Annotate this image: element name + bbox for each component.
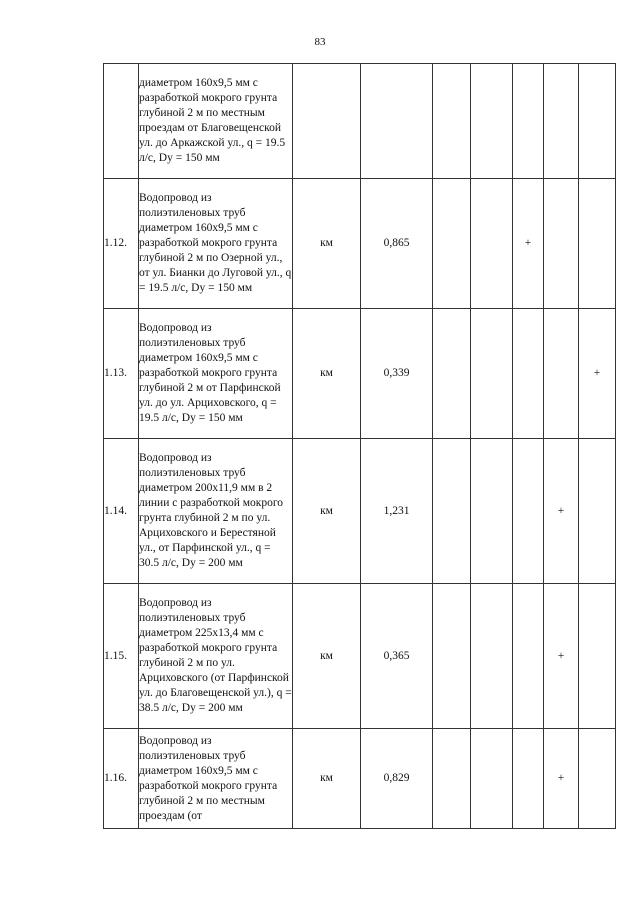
plus-mark: + [557, 772, 565, 784]
row-number [104, 64, 139, 179]
row-mark-cell [579, 64, 616, 179]
row-description: Водопровод из полиэтиленовых труб диаметром 200х11,9 мм в 2 линии с разработкой мокрого грунта глубиной 2 м по ул. Арциховского и Берестяной ул., от Парфинской ул., q = 30.5 л/с, Dy = 200 мм [139, 439, 293, 584]
row-number: 1.16. [104, 729, 139, 829]
row-mark-cell [433, 309, 471, 439]
table-row [104, 584, 616, 729]
row-quantity [361, 64, 433, 179]
table-row [104, 729, 616, 829]
row-unit: км [293, 439, 361, 584]
row-quantity: 0,339 [361, 309, 433, 439]
row-quantity: 0,365 [361, 584, 433, 729]
row-mark-cell [513, 584, 544, 729]
row-unit: км [293, 729, 361, 829]
row-quantity: 0,865 [361, 179, 433, 309]
row-mark-cell [471, 64, 513, 179]
row-mark-cell [579, 179, 616, 309]
plus-mark: + [557, 649, 565, 662]
row-mark-cell [433, 439, 471, 584]
table-body [104, 64, 616, 829]
row-mark-cell [544, 64, 579, 179]
row-mark-cell [471, 729, 513, 829]
row-mark-cell [544, 179, 579, 309]
row-mark-cell [513, 439, 544, 584]
row-description: Водопровод из полиэтиленовых труб диаметром 160х9,5 мм с разработкой мокрого грунта глубиной 2 м по местным проездам (от [139, 729, 293, 829]
row-number: 1.12. [104, 179, 139, 309]
row-number: 1.15. [104, 584, 139, 729]
row-number: 1.13. [104, 309, 139, 439]
row-unit: км [293, 309, 361, 439]
row-quantity: 0,829 [361, 729, 433, 829]
row-mark-cell [579, 439, 616, 584]
plus-mark: + [593, 367, 601, 379]
row-number: 1.14. [104, 439, 139, 584]
row-mark-cell [433, 64, 471, 179]
row-mark-cell [471, 309, 513, 439]
row-unit: км [293, 584, 361, 729]
row-mark-cell [433, 729, 471, 829]
row-mark-cell [433, 584, 471, 729]
plus-mark: + [557, 504, 565, 517]
row-mark-cell [579, 729, 616, 829]
row-mark-cell [579, 309, 616, 439]
works-table [103, 63, 616, 829]
row-mark-cell [433, 179, 471, 309]
table-row [104, 309, 616, 439]
row-mark-cell [544, 584, 579, 729]
row-mark-cell [471, 179, 513, 309]
plus-mark: + [524, 237, 532, 249]
row-description: Водопровод из полиэтиленовых труб диаметром 160х9,5 мм с разработкой мокрого грунта глубиной 2 м по Озерной ул., от ул. Бианки до Луговой ул., q = 19.5 л/с, Dy = 150 мм [139, 179, 293, 309]
row-mark-cell [579, 584, 616, 729]
row-mark-cell [544, 439, 579, 584]
row-unit [293, 64, 361, 179]
row-mark-cell [513, 309, 544, 439]
row-mark-cell [471, 584, 513, 729]
row-description: диаметром 160х9,5 мм с разработкой мокрого грунта глубиной 2 м по местным проездам от Благовещенской ул. до Аркажской ул., q = 19.5 л/с, Dy = 150 мм [139, 64, 293, 179]
table-row [104, 439, 616, 584]
row-mark-cell [544, 309, 579, 439]
page-number: 83 [314, 36, 326, 48]
row-description: Водопровод из полиэтиленовых труб диаметром 225х13,4 мм с разработкой мокрого грунта глубиной 2 м по ул. Арциховского (от Парфинской ул. до Благовещенской ул.), q = 38.5 л/с, Dy = 200 мм [139, 584, 293, 729]
row-description: Водопровод из полиэтиленовых труб диаметром 160х9,5 мм с разработкой мокрого грунта глубиной 2 м от Парфинской ул. до ул. Арциховского, q = 19.5 л/с, Dy = 150 мм [139, 309, 293, 439]
row-unit: км [293, 179, 361, 309]
row-quantity: 1,231 [361, 439, 433, 584]
table-row [104, 179, 616, 309]
row-mark-cell [513, 729, 544, 829]
row-mark-cell [513, 179, 544, 309]
row-mark-cell [544, 729, 579, 829]
row-mark-cell [471, 439, 513, 584]
row-mark-cell [513, 64, 544, 179]
table-row [104, 64, 616, 179]
